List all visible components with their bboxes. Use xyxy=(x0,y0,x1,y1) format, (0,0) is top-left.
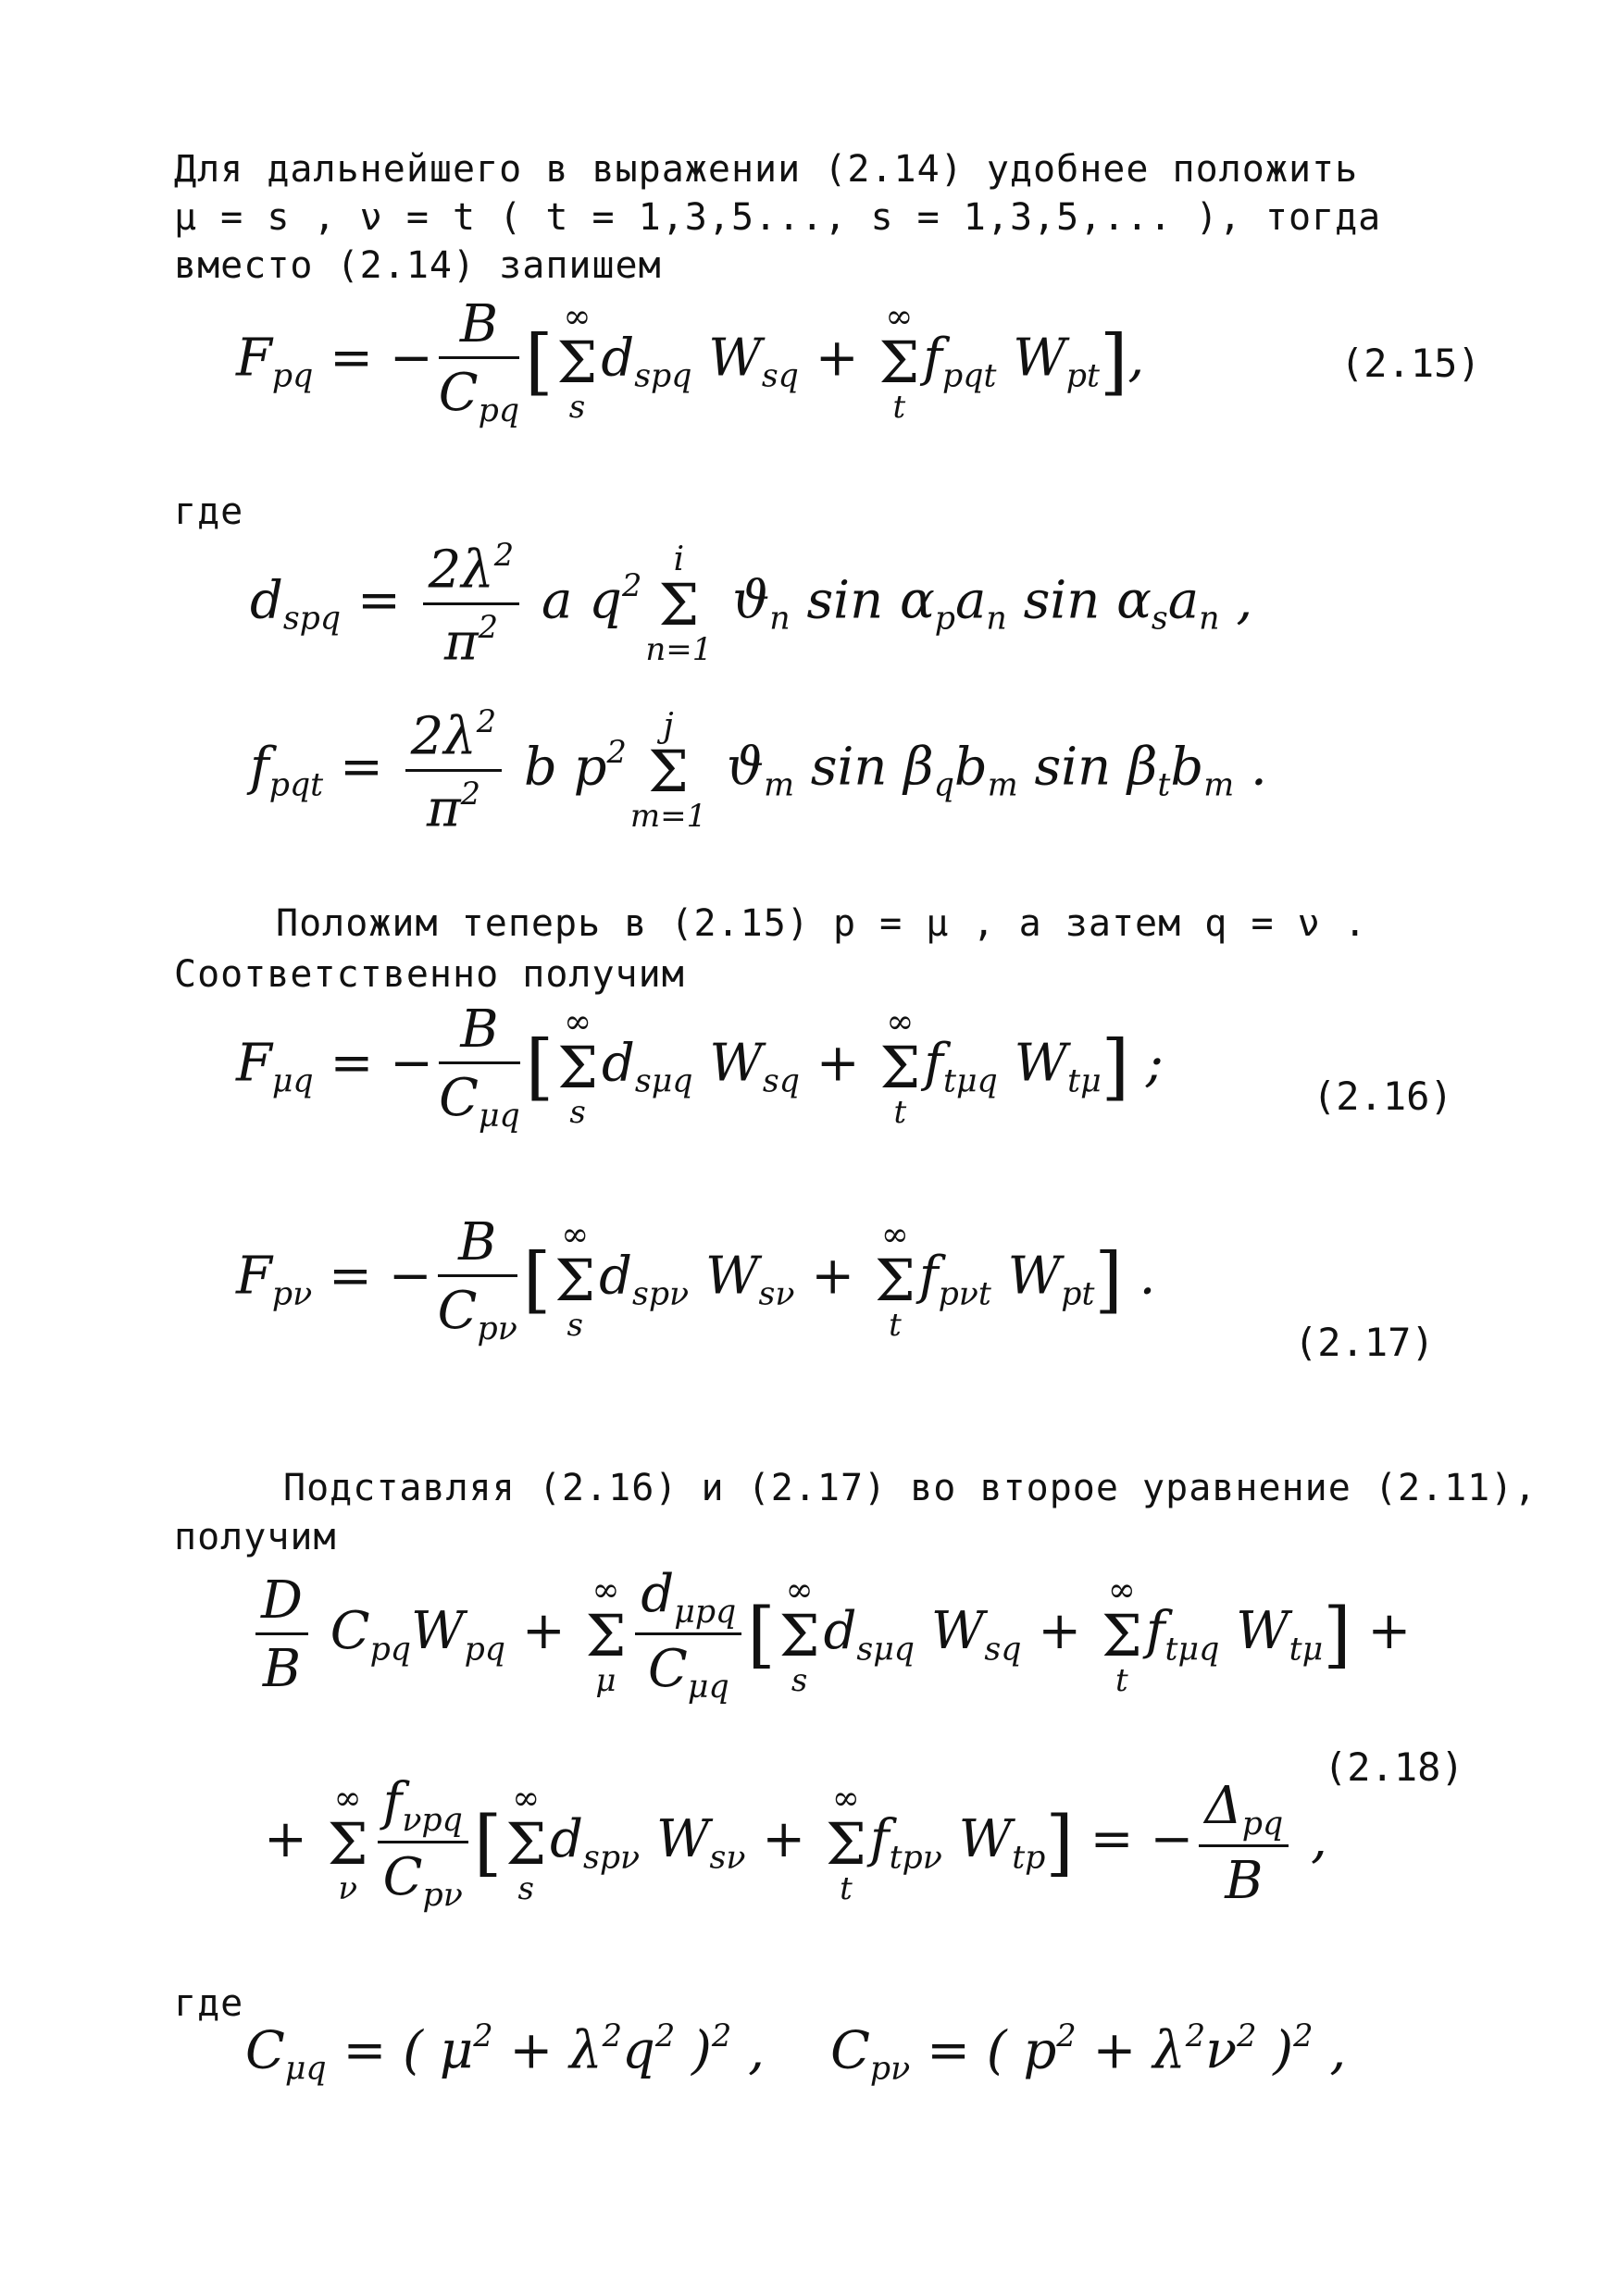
equation-c-definitions: $C_{\mu q}$ = ( $\mu^2 + \lambda^2q^2$ )$^2$ , $C_{p\nu}$ = ( $p^2 + \lambda^2\nu^2$ )$^2$ , xyxy=(245,2017,1347,2088)
where-label-1: где xyxy=(174,490,244,533)
equation-2-18-line-1: $\frac{D}{B}$ $C_{pq}W_{pq}$ + ∞ Σ μ $\frac{d_{\mu pq}}{C_{\mu q}}$ [ ∞ Σ s $d_{s\mu q}$ $W_{sq}$ + ∞ Σ t $f_{t\mu q}$ $W_{t\mu}$] + xyxy=(250,1564,1411,1706)
equation-number-2-18: (2.18) xyxy=(1324,1744,1464,1790)
equation-2-16: $F_{\mu q}$ = − $\frac{B}{C_{\mu q}}$ [ ∞ Σ s $d_{s\mu q}$ $W_{sq}$ + ∞ Σ t $f_{t\mu q}$ $W_{t\mu}$] ; xyxy=(236,999,1164,1136)
where-label-2: где xyxy=(174,1982,244,2025)
paragraph-1-line-1: Для дальнейшего в выражении (2.14) удобнее положить xyxy=(174,148,1359,191)
equation-2-18-line-2: + ∞ Σ ν $\frac{f_{\nu pq}}{C_{p\nu}}$ [ ∞ Σ s $d_{sp\nu}$ $W_{s\nu}$ + ∞ Σ t $f_{tp\nu}$ $W_{tp}$] = − $\frac{\Delta_{pq}}{B}$ , xyxy=(264,1772,1327,1915)
paragraph-1-line-3: вместо (2.14) запишем xyxy=(174,244,662,287)
equation-2-17: $F_{p\nu}$ = − $\frac{B}{C_{p\nu}}$ [ ∞ Σ s $d_{sp\nu}$ $W_{s\nu}$ + ∞ Σ t $f_{p\nu t}$ $W_{pt}$] . xyxy=(236,1212,1156,1348)
paragraph-3-line-2: получим xyxy=(174,1516,337,1558)
paragraph-2-line-2: Соответственно получим xyxy=(174,953,685,996)
equation-number-2-15: (2.15) xyxy=(1340,341,1481,386)
equation-d-spq: $d_{spq}$ = $\frac{2\lambda^2}{\pi^2}$ a $q^2$ i Σ n=1 $ϑ_n$ $\sin \alpha_pa_n$ $\sin \alpha_sa_n$ , xyxy=(250,537,1253,673)
paragraph-3-line-1: Подставляя (2.16) и (2.17) во второе уравнение (2.11), xyxy=(283,1467,1538,1509)
paragraph-1-line-2: μ = s , ν = t ( t = 1,3,5..., s = 1,3,5,... ), тогда xyxy=(174,196,1382,239)
equation-2-15: $F_{pq}$ = − $\frac{B}{C_{pq}}$ [ ∞ Σ s $d_{spq}$ $W_{sq}$ + ∞ Σ t $f_{pqt}$ $W_{pt}$], xyxy=(236,294,1145,430)
paragraph-2-line-1: Положим теперь в (2.15) p = μ , а затем q = ν . xyxy=(276,902,1367,945)
equation-number-2-17: (2.17) xyxy=(1294,1320,1435,1365)
equation-number-2-16: (2.16) xyxy=(1313,1074,1453,1119)
equation-f-pqt: $f_{pqt}$ = $\frac{2\lambda^2}{\pi^2}$ b $p^2$ j Σ m=1 $ϑ_m$ $\sin \beta_qb_m$ $\sin \beta_tb_m$ . xyxy=(250,703,1267,839)
